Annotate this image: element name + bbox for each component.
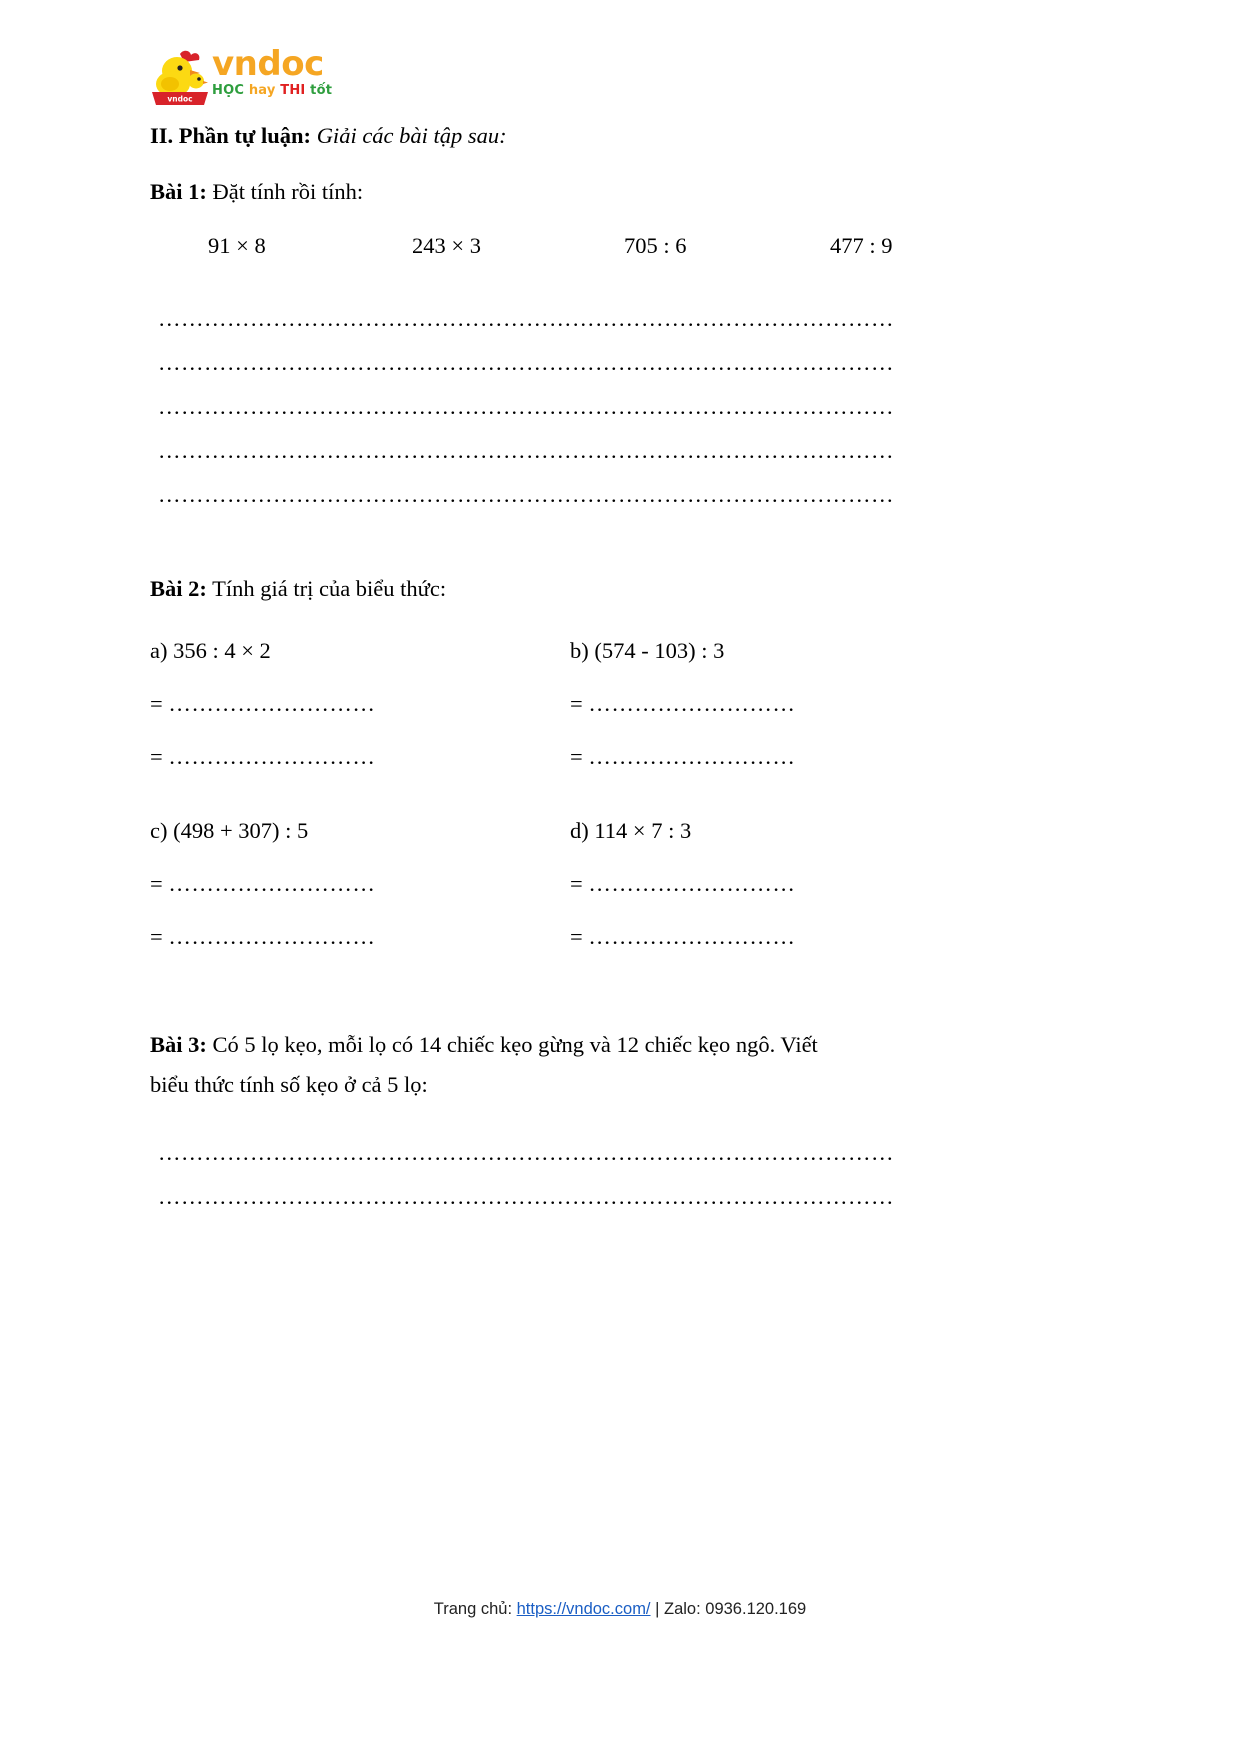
item-d-expression: d) 114 × 7 : 3 xyxy=(570,818,692,843)
logo-brand-text: vndoc xyxy=(212,44,324,84)
answer-line[interactable]: …………………………………………………………………………………… xyxy=(158,438,894,463)
item-c-answer-line-2[interactable] xyxy=(150,921,570,952)
answer-dots[interactable]: ……………………… xyxy=(168,744,376,769)
equals-sign: = xyxy=(570,744,583,769)
section-heading-instruction: Giải các bài tập sau: xyxy=(316,123,507,148)
tagline-word-thi: THI xyxy=(280,83,306,98)
answer-dots[interactable]: ……………………… xyxy=(588,691,796,716)
exercise-1-prompt: Đặt tính rồi tính: xyxy=(212,179,364,204)
page-footer xyxy=(0,1600,1240,1619)
exercise-2-item-d xyxy=(570,815,990,974)
exercise-2-heading xyxy=(150,573,1090,604)
logo-tagline xyxy=(212,83,447,99)
answer-line[interactable]: …………………………………………………………………………………… xyxy=(158,394,894,419)
expression-2: 243 × 3 xyxy=(412,233,481,258)
exercise-1-heading xyxy=(150,176,1090,207)
answer-line[interactable]: …………………………………………………………………………………… xyxy=(158,1140,894,1165)
exercise-2-label: Bài 2: xyxy=(150,576,207,601)
exercise-2-item-b xyxy=(570,635,990,794)
exercise-3-heading xyxy=(150,1029,1090,1060)
exercise-1-expressions xyxy=(150,233,1090,273)
expression-1: 91 × 8 xyxy=(208,233,266,258)
item-d-answer-line-2[interactable] xyxy=(570,921,990,952)
equals-sign: = xyxy=(570,691,583,716)
equals-sign: = xyxy=(150,744,163,769)
item-c-answer-line-1[interactable] xyxy=(150,868,570,899)
section-heading-label: II. Phần tự luận: xyxy=(150,123,312,148)
answer-dots[interactable]: ……………………… xyxy=(588,924,796,949)
answer-dots[interactable]: ……………………… xyxy=(168,871,376,896)
answer-dots[interactable]: ……………………… xyxy=(168,691,376,716)
equals-sign: = xyxy=(150,691,163,716)
exercise-3-prompt-line-2: biểu thức tính số kẹo ở cả 5 lọ: xyxy=(150,1072,428,1097)
equals-sign: = xyxy=(150,871,163,896)
tagline-word-hoc: HỌC xyxy=(212,83,245,98)
item-b-answer-line-2[interactable] xyxy=(570,741,990,772)
exercise-3-label: Bài 3: xyxy=(150,1032,207,1057)
answer-dots[interactable]: ……………………… xyxy=(588,871,796,896)
exercise-2-row-cd xyxy=(150,815,1090,995)
footer-separator: | xyxy=(655,1600,660,1618)
item-c-expression: c) (498 + 307) : 5 xyxy=(150,818,309,843)
section-heading xyxy=(150,120,1090,151)
exercise-2-item-c xyxy=(150,815,570,974)
equals-sign: = xyxy=(570,871,583,896)
answer-dots[interactable]: ……………………… xyxy=(588,744,796,769)
exercise-2-item-a xyxy=(150,635,570,794)
footer-zalo: Zalo: 0936.120.169 xyxy=(664,1600,807,1618)
logo-wordmark xyxy=(212,46,447,106)
svg-text:vndoc: vndoc xyxy=(167,94,193,104)
tagline-word-hay: hay xyxy=(248,83,276,98)
expression-3: 705 : 6 xyxy=(624,233,687,258)
tagline-word-tot: tốt xyxy=(310,83,333,98)
answer-line[interactable]: …………………………………………………………………………………… xyxy=(158,306,894,331)
item-d-answer-line-1[interactable] xyxy=(570,868,990,899)
item-a-answer-line-1[interactable] xyxy=(150,688,570,719)
footer-website-link[interactable]: https://vndoc.com/ xyxy=(516,1600,651,1618)
exercise-2-prompt: Tính giá trị của biểu thức: xyxy=(212,576,447,601)
equals-sign: = xyxy=(150,924,163,949)
exercise-3-prompt-line-1: Có 5 lọ kẹo, mỗi lọ có 14 chiếc kẹo gừng và 12 chiếc kẹo ngô. Viết xyxy=(212,1032,818,1057)
expression-4: 477 : 9 xyxy=(830,233,893,258)
exercise-1-answer-area[interactable] xyxy=(150,297,1090,517)
item-b-expression: b) (574 - 103) : 3 xyxy=(570,638,725,663)
item-a-expression: a) 356 : 4 × 2 xyxy=(150,638,271,663)
footer-prefix: Trang chủ: xyxy=(433,1600,513,1618)
exercise-3-answer-area[interactable] xyxy=(150,1131,1090,1219)
answer-line[interactable]: …………………………………………………………………………………… xyxy=(158,482,894,507)
chicken-mascot-icon xyxy=(150,48,210,106)
item-b-answer-line-1[interactable] xyxy=(570,688,990,719)
answer-line[interactable]: …………………………………………………………………………………… xyxy=(158,1184,894,1209)
equals-sign: = xyxy=(570,924,583,949)
answer-dots[interactable]: ……………………… xyxy=(168,924,376,949)
document-content xyxy=(150,120,1090,1219)
item-a-answer-line-2[interactable] xyxy=(150,741,570,772)
exercise-1-label: Bài 1: xyxy=(150,179,207,204)
answer-line[interactable]: …………………………………………………………………………………… xyxy=(158,350,894,375)
site-logo xyxy=(150,44,450,110)
exercise-2-row-ab xyxy=(150,635,1090,815)
exercise-3-prompt-continued xyxy=(150,1069,1090,1100)
